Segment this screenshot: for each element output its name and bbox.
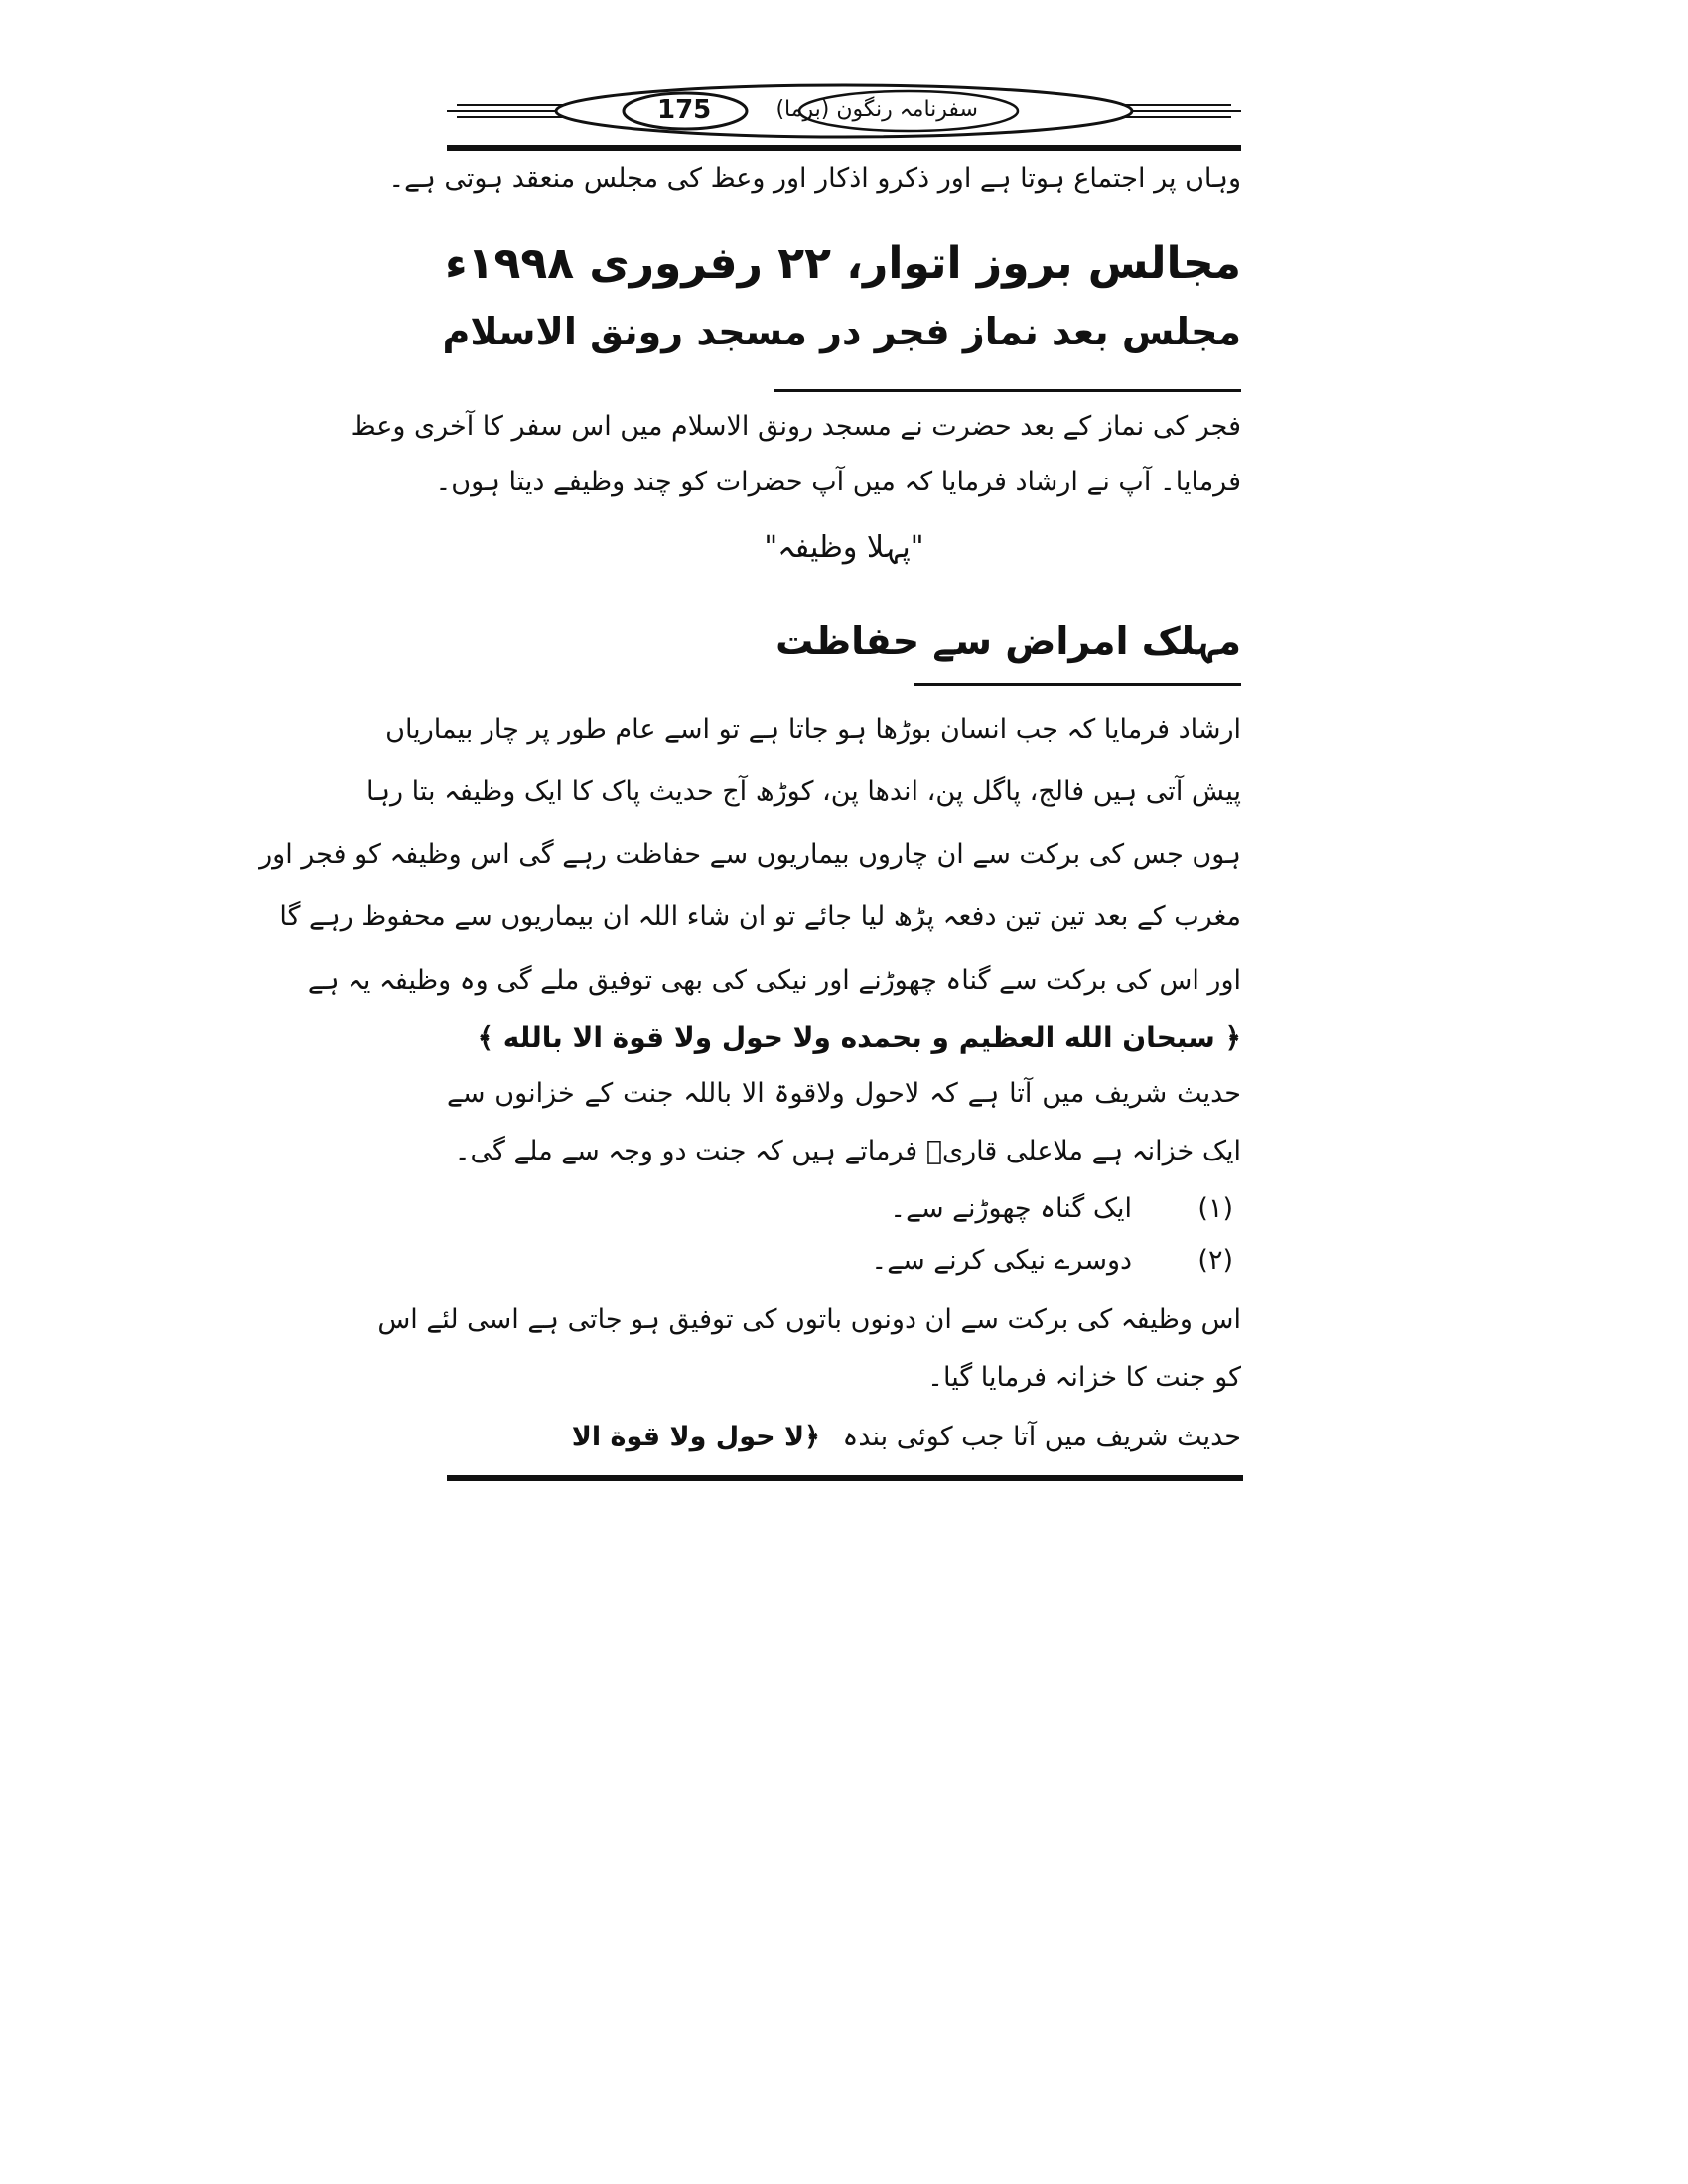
footer-rule — [447, 1475, 1243, 1481]
paragraph-line: ایک خزانہ ہے ملاعلی قاریؒ فرماتے ہیں کہ جنت دو وجہ سے ملے گی۔ — [454, 1136, 1241, 1166]
paragraph-line: مغرب کے بعد تین تین دفعہ پڑھ لیا جائے تو ان شاء اللہ ان بیماریوں سے محفوظ رہے گا — [279, 901, 1241, 932]
section-heading-fajr: مجلس بعد نماز فجر در مسجد رونق الاسلام — [442, 310, 1241, 353]
page-header — [447, 79, 1241, 159]
paragraph-line: ہوں جس کی برکت سے ان چاروں بیماریوں سے حفاظت رہے گی اس وظیفہ کو فجر اور — [259, 839, 1241, 870]
paragraph-line: ارشاد فرمایا کہ جب انسان بوڑھا ہو جاتا ہے تو اسے عام طور پر چار بیماریاں — [385, 714, 1241, 745]
book-title: سفرنامہ رنگون (برما) — [775, 97, 978, 122]
paragraph-line: کو جنت کا خزانہ فرمایا گیا۔ — [927, 1362, 1241, 1393]
intro-line: وہاں پر اجتماع ہوتا ہے اور ذکرو اذکار اور وعظ کی مجلس منعقد ہوتی ہے۔ — [388, 163, 1241, 194]
section-heading-underline — [914, 683, 1241, 686]
paragraph-line: فرمایا۔ آپ نے ارشاد فرمایا کہ میں آپ حضرات کو چند وظیفے دیتا ہوں۔ — [435, 467, 1241, 497]
paragraph-line: اس وظیفہ کی برکت سے ان دونوں باتوں کی توفیق ہو جاتی ہے اسی لئے اس — [377, 1304, 1241, 1335]
main-title: مجالس بروز اتوار، ۲۲ رفروری ۱۹۹۸ء — [445, 238, 1241, 289]
last-line — [447, 1418, 1241, 1457]
section-heading-protection: مہلک امراض سے حفاظت — [775, 619, 1241, 663]
page-number: 175 — [657, 95, 712, 125]
list-text: دوسرے نیکی کرنے سے۔ — [871, 1245, 1132, 1276]
list-number: (۲) — [1197, 1245, 1233, 1276]
last-line-urdu: حدیث شریف میں آتا جب کوئی بندہ — [842, 1422, 1241, 1452]
first-wazifa-label: "پہلا وظیفہ" — [764, 530, 924, 565]
list-text: ایک گناہ چھوڑنے سے۔ — [890, 1193, 1132, 1224]
paragraph-line: پیش آتی ہیں فالج، پاگل پن، اندھا پن، کوڑھ آج حدیث پاک کا ایک وظیفہ بتا رہا — [365, 776, 1241, 807]
list-number: (۱) — [1197, 1193, 1233, 1224]
arabic-dua: ﴿ سبحان الله العظيم و بحمده ولا حول ولا قوة الا بالله ﴾ — [477, 1022, 1241, 1054]
paragraph-line: فجر کی نماز کے بعد حضرت نے مسجد رونق الاسلام میں اس سفر کا آخری وعظ — [351, 411, 1241, 442]
paragraph-line: حدیث شریف میں آتا ہے کہ لاحول ولاقوۃ الا باللہ جنت کے خزانوں سے — [447, 1078, 1241, 1109]
paragraph-line: اور اس کی برکت سے گناہ چھوڑنے اور نیکی کی بھی توفیق ملے گی وہ وظیفہ یہ ہے — [307, 965, 1241, 996]
last-line-arabic: ﴿لا حول ولا قوة الا — [571, 1422, 820, 1452]
section-heading-underline — [774, 389, 1241, 392]
